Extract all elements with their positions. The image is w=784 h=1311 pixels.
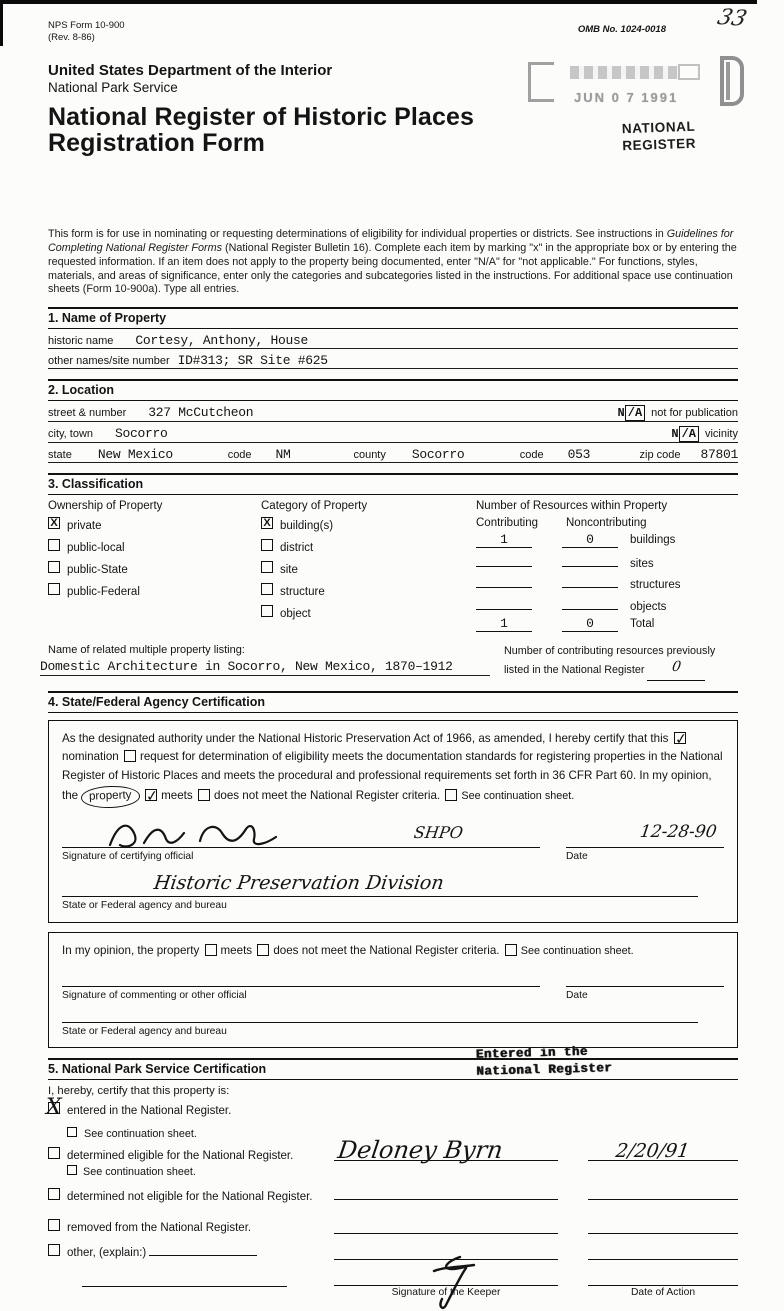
previously-listed-label1: Number of contributing resources previously: [504, 644, 716, 657]
blank-signature-row: [334, 1222, 738, 1234]
commenting-signature-label: Signature of commenting or other official: [62, 989, 247, 1001]
zip-label: zip code: [639, 449, 681, 462]
handwritten-agency: Historic Preservation Division: [152, 871, 446, 894]
county-code-value: 053: [567, 447, 591, 463]
section3-heading: 3. Classification: [48, 473, 738, 495]
not-for-publication-field: [618, 405, 738, 421]
form-title-line1: National Register of Historic Places: [48, 102, 474, 131]
keeper-labels-row: [334, 1286, 738, 1298]
commenting-date-line: [566, 971, 724, 987]
handwritten-x-mark: X: [46, 1095, 62, 1121]
county-label: county: [353, 449, 386, 462]
state-value: New Mexico: [97, 447, 173, 463]
continuation-label: See continuation sheet.: [461, 790, 575, 803]
stamp-date: JUN 0 7 1991: [574, 90, 679, 105]
blank-line: [82, 1277, 287, 1287]
checkbox-continuation: [67, 1127, 77, 1137]
checkbox-buildings: X: [261, 517, 273, 529]
contributing-count: 1: [476, 532, 532, 548]
does-not-meet-label: does not meet the National Register criteria.: [213, 789, 441, 803]
not-for-publication-label: not for publication: [651, 407, 738, 420]
commenting-labels-row: [62, 987, 724, 1005]
checkbox-other: [48, 1244, 60, 1256]
contributing-header: Contributing: [476, 517, 539, 530]
state-label: state: [48, 449, 72, 462]
nps-signature-column: [316, 1101, 738, 1298]
handwritten-zero: 0: [670, 659, 683, 676]
continuation-label: See continuation sheet.: [520, 945, 634, 958]
category-option-structure: structure: [261, 583, 476, 598]
checkbox-nomination: [673, 729, 689, 749]
nps-date-line: [588, 1131, 738, 1161]
related-listing-label: Name of related multiple property listing:: [48, 643, 245, 656]
section1-heading: 1. Name of Property: [48, 307, 738, 329]
historic-name-value: Cortesy, Anthony, House: [135, 333, 308, 349]
category-option-district: district: [261, 539, 476, 554]
street-value: 327 McCutcheon: [148, 405, 254, 421]
section5-heading: 5. National Park Service Certification: [48, 1058, 738, 1080]
category-column: [261, 500, 476, 636]
section-classification: [40, 473, 738, 680]
form-title: [48, 104, 478, 157]
agency-bureau-label: State or Federal agency and bureau: [62, 1025, 227, 1037]
stamp-smudge: [678, 64, 700, 80]
certifying-signature-line: [62, 822, 540, 848]
entered-in-register-stamp: Entered in the National Register: [475, 1045, 613, 1079]
nps-signature-row: [334, 1131, 738, 1165]
instructions-italic-title: Guidelines for Completing National Register Forms: [48, 228, 734, 254]
section-name-of-property: [48, 307, 738, 369]
explain-blank-line: [149, 1255, 257, 1256]
opinion-intro: In my opinion, the: [62, 769, 712, 803]
agency-title: National Park Service: [48, 79, 178, 95]
related-listing-value: Domestic Architecture in Socorro, New Mexico, 1870–1912: [40, 656, 490, 676]
opinion-intro: In my opinion, the property: [62, 944, 200, 958]
option-determined-eligible: determined eligible for the National Register. See continuation sheet.: [48, 1146, 316, 1181]
certification-box-shpo: [48, 720, 738, 923]
resource-label: sites: [630, 557, 654, 570]
request-label: request for determination of eligibility meets the documentation standards for registering properties in the National Register of Historic Places and meets the procedural and professional requirements set forth in 36 CFR Part 60.: [62, 750, 723, 783]
resources-headers: [476, 517, 738, 529]
street-label: street & number: [48, 407, 127, 420]
stamp-bracket: [528, 62, 554, 102]
county-value: Socorro: [411, 447, 465, 463]
scan-edge-artifact: [0, 0, 3, 46]
handwritten-checkmark: ✓: [145, 787, 160, 806]
previously-listed-count-line: [647, 659, 705, 680]
meets-label: meets: [161, 789, 193, 803]
resource-row-objects: [476, 595, 738, 613]
resources-column: [476, 500, 738, 636]
date-of-action-label: Date of Action: [630, 1287, 696, 1299]
handwritten-date: 2/20/91: [614, 1140, 691, 1163]
city-row: [48, 422, 738, 443]
ownership-title: Ownership of Property: [48, 500, 163, 513]
department-title: United States Department of the Interior: [48, 61, 333, 79]
checkbox-structure: [261, 583, 273, 595]
other-names-label: other names/site number: [48, 355, 170, 368]
keeper-label: Signature of the Keeper: [391, 1287, 501, 1299]
commenting-signature-line: [62, 971, 540, 987]
state-code-value: NM: [275, 447, 291, 463]
state-row: [48, 443, 738, 463]
handwritten-date: 12-28-90: [638, 822, 718, 843]
resource-label: buildings: [630, 534, 676, 547]
checkbox-removed: [48, 1219, 60, 1231]
shpo-annotation: SHPO: [412, 822, 465, 842]
zip-value: 87801: [700, 447, 738, 463]
county-code-label: code: [519, 449, 544, 462]
nps-signature-line: [334, 1131, 558, 1165]
previously-listed-label2: listed in the National Register: [504, 664, 645, 677]
stamp-smudge: [570, 66, 680, 79]
street-row: [48, 401, 738, 422]
option-entered-continuation: See continuation sheet.: [67, 1126, 316, 1140]
agency-bureau-line: [62, 869, 698, 897]
national-register-stamp: NATIONAL REGISTER: [621, 118, 697, 154]
classification-columns: [48, 500, 738, 636]
other-names-value: ID#313; SR Site #625: [177, 353, 328, 369]
form-instructions: This form is for use in nominating or requesting determinations of eligibility for individual properties or districts. See instructions in Guidelines for Completing National Register Forms (National Register Bulletin 16). Complete each item by marking "x" in the appropriate box or by entering the requested information. If an item does not apply to the property being documented, enter "N/A" for "not applicable." For functions, styles, materials, and areas of significance, enter only the categories and subcategories listed in the instructions. For additional space use continuation sheets (Form 10-900a). Type all entries.: [48, 228, 737, 296]
commenting-signature-row: [62, 971, 724, 987]
received-date-stamp: [528, 56, 744, 112]
city-value: Socorro: [115, 426, 168, 442]
nps-cert-columns: [46, 1095, 738, 1299]
certifying-date-line: [566, 822, 724, 848]
checkbox-district: [261, 539, 273, 551]
previously-listed-block: [504, 644, 738, 681]
checkbox-public-local: [48, 539, 60, 551]
city-label: city, town: [48, 428, 94, 441]
na-value: N: [671, 427, 679, 442]
checkbox-continuation: [445, 789, 457, 801]
keeper-signature-row: [334, 1274, 738, 1286]
date-label: Date: [566, 989, 588, 1001]
checkbox-does-not-meet: [257, 944, 269, 956]
ownership-option-public-local: public-local: [48, 539, 261, 554]
does-not-meet-label: does not meet the National Register criteria.: [273, 944, 500, 958]
ownership-option-public-state: public-State: [48, 561, 261, 576]
certification-intro: As the designated authority under the National Historic Preservation Act of 1966, as amended, I hereby certify that this: [62, 731, 669, 745]
date-of-action-line: [588, 1274, 738, 1286]
related-listing-block: [40, 643, 738, 681]
noncontributing-count: 0: [562, 532, 618, 548]
agency-bureau-label: State or Federal agency and bureau: [62, 900, 227, 912]
form-revision: (Rev. 8-86): [48, 32, 95, 44]
checkbox-continuation: [505, 944, 517, 956]
resource-row-sites: [476, 552, 738, 570]
related-listing-left: [40, 643, 490, 681]
category-title: Category of Property: [261, 500, 368, 513]
handwritten-signature: Deloney Byrn: [336, 1136, 505, 1165]
category-option-buildings: X building(s): [261, 517, 476, 532]
checkbox-determined-not-eligible: [48, 1188, 60, 1200]
option-determined-not-eligible: determined not eligible for the National Register.: [48, 1187, 316, 1206]
nps-cert-intro: I, hereby, certify that this property is:: [48, 1085, 230, 1098]
stamp-letter-d: [720, 56, 744, 106]
option-other: other, (explain:): [48, 1243, 316, 1262]
section-location: [48, 379, 738, 463]
checkbox-meets: [205, 944, 217, 956]
resource-label: objects: [630, 600, 667, 613]
keeper-initials-mark: [430, 1253, 482, 1311]
na-checkbox: /A: [679, 426, 699, 442]
na-value: N: [617, 406, 625, 421]
checkbox-entered: [46, 1095, 62, 1121]
keeper-signature-line: [334, 1274, 558, 1286]
section4-heading: 4. State/Federal Agency Certification: [48, 691, 738, 713]
vicinity-field: [671, 426, 738, 442]
ownership-column: [48, 500, 261, 636]
blank-signature-row: [334, 1188, 738, 1200]
checkbox-does-not-meet: [198, 789, 210, 801]
agency-bureau-line: [62, 1009, 698, 1023]
resource-row-structures: [476, 573, 738, 591]
option-entered: X entered in the National Register.: [46, 1095, 232, 1121]
historic-name-row: [48, 329, 738, 349]
handwritten-checkmark: ✓: [673, 729, 689, 749]
vicinity-label: vicinity: [704, 428, 738, 441]
handwritten-page-number: 33: [714, 5, 750, 32]
checkbox-public-state: [48, 561, 60, 573]
noncontributing-header: Noncontributing: [566, 517, 647, 530]
option-removed: removed from the National Register.: [48, 1218, 316, 1237]
checkbox-continuation: [67, 1165, 77, 1175]
noncontributing-count: [562, 552, 618, 567]
certification-box-commenting: [48, 932, 738, 1048]
category-option-site: site: [261, 561, 476, 576]
noncontributing-count: [562, 573, 618, 588]
checkbox-private: [48, 517, 60, 529]
section-state-federal-certification: [48, 691, 738, 1049]
date-label: Date: [566, 850, 588, 862]
omb-number: OMB No. 1024-0018: [577, 24, 666, 35]
state-code-label: code: [227, 449, 252, 462]
other-names-row: [48, 349, 738, 369]
checkbox-meets: [145, 787, 160, 806]
resource-row-buildings: [476, 532, 738, 548]
checkbox-object: [261, 605, 273, 617]
checkbox-site: [261, 561, 273, 573]
resource-row-total: [476, 616, 738, 632]
checkbox-mark: X: [50, 517, 58, 530]
category-option-object: object: [261, 605, 476, 620]
meets-label: meets: [220, 944, 253, 958]
resource-label: Total: [630, 618, 655, 631]
section2-heading: 2. Location: [48, 379, 738, 401]
circled-word-property: property: [81, 785, 140, 809]
checkbox-public-federal: [48, 583, 60, 595]
historic-name-label: historic name: [48, 335, 114, 348]
contributing-count: [476, 552, 532, 567]
resource-label: structures: [630, 579, 681, 592]
contributing-count: 1: [476, 616, 532, 632]
certifying-signature-row: [62, 822, 724, 848]
nomination-label: nomination: [62, 750, 119, 764]
section-nps-certification: [46, 1045, 738, 1299]
blank-signature-row: [334, 1248, 738, 1260]
resources-title: Number of Resources within Property: [476, 500, 668, 513]
checkbox-determined-eligible: [48, 1147, 60, 1159]
na-checkbox: /A: [625, 405, 645, 421]
ownership-option-private: X private: [48, 517, 261, 532]
contributing-count: [476, 595, 532, 610]
noncontributing-count: 0: [562, 616, 618, 632]
checkbox-request: [124, 750, 136, 762]
noncontributing-count: [562, 595, 618, 610]
scan-edge-artifact: [0, 0, 757, 4]
ownership-option-public-federal: public-Federal: [48, 583, 261, 598]
signature-official-label: Signature of certifying official: [62, 850, 194, 862]
nps-options-column: [46, 1095, 316, 1298]
handwritten-signature: [104, 815, 404, 853]
contributing-count: [476, 573, 532, 588]
form-title-line2: Registration Form: [48, 128, 265, 157]
form-number: NPS Form 10-900: [48, 20, 125, 31]
